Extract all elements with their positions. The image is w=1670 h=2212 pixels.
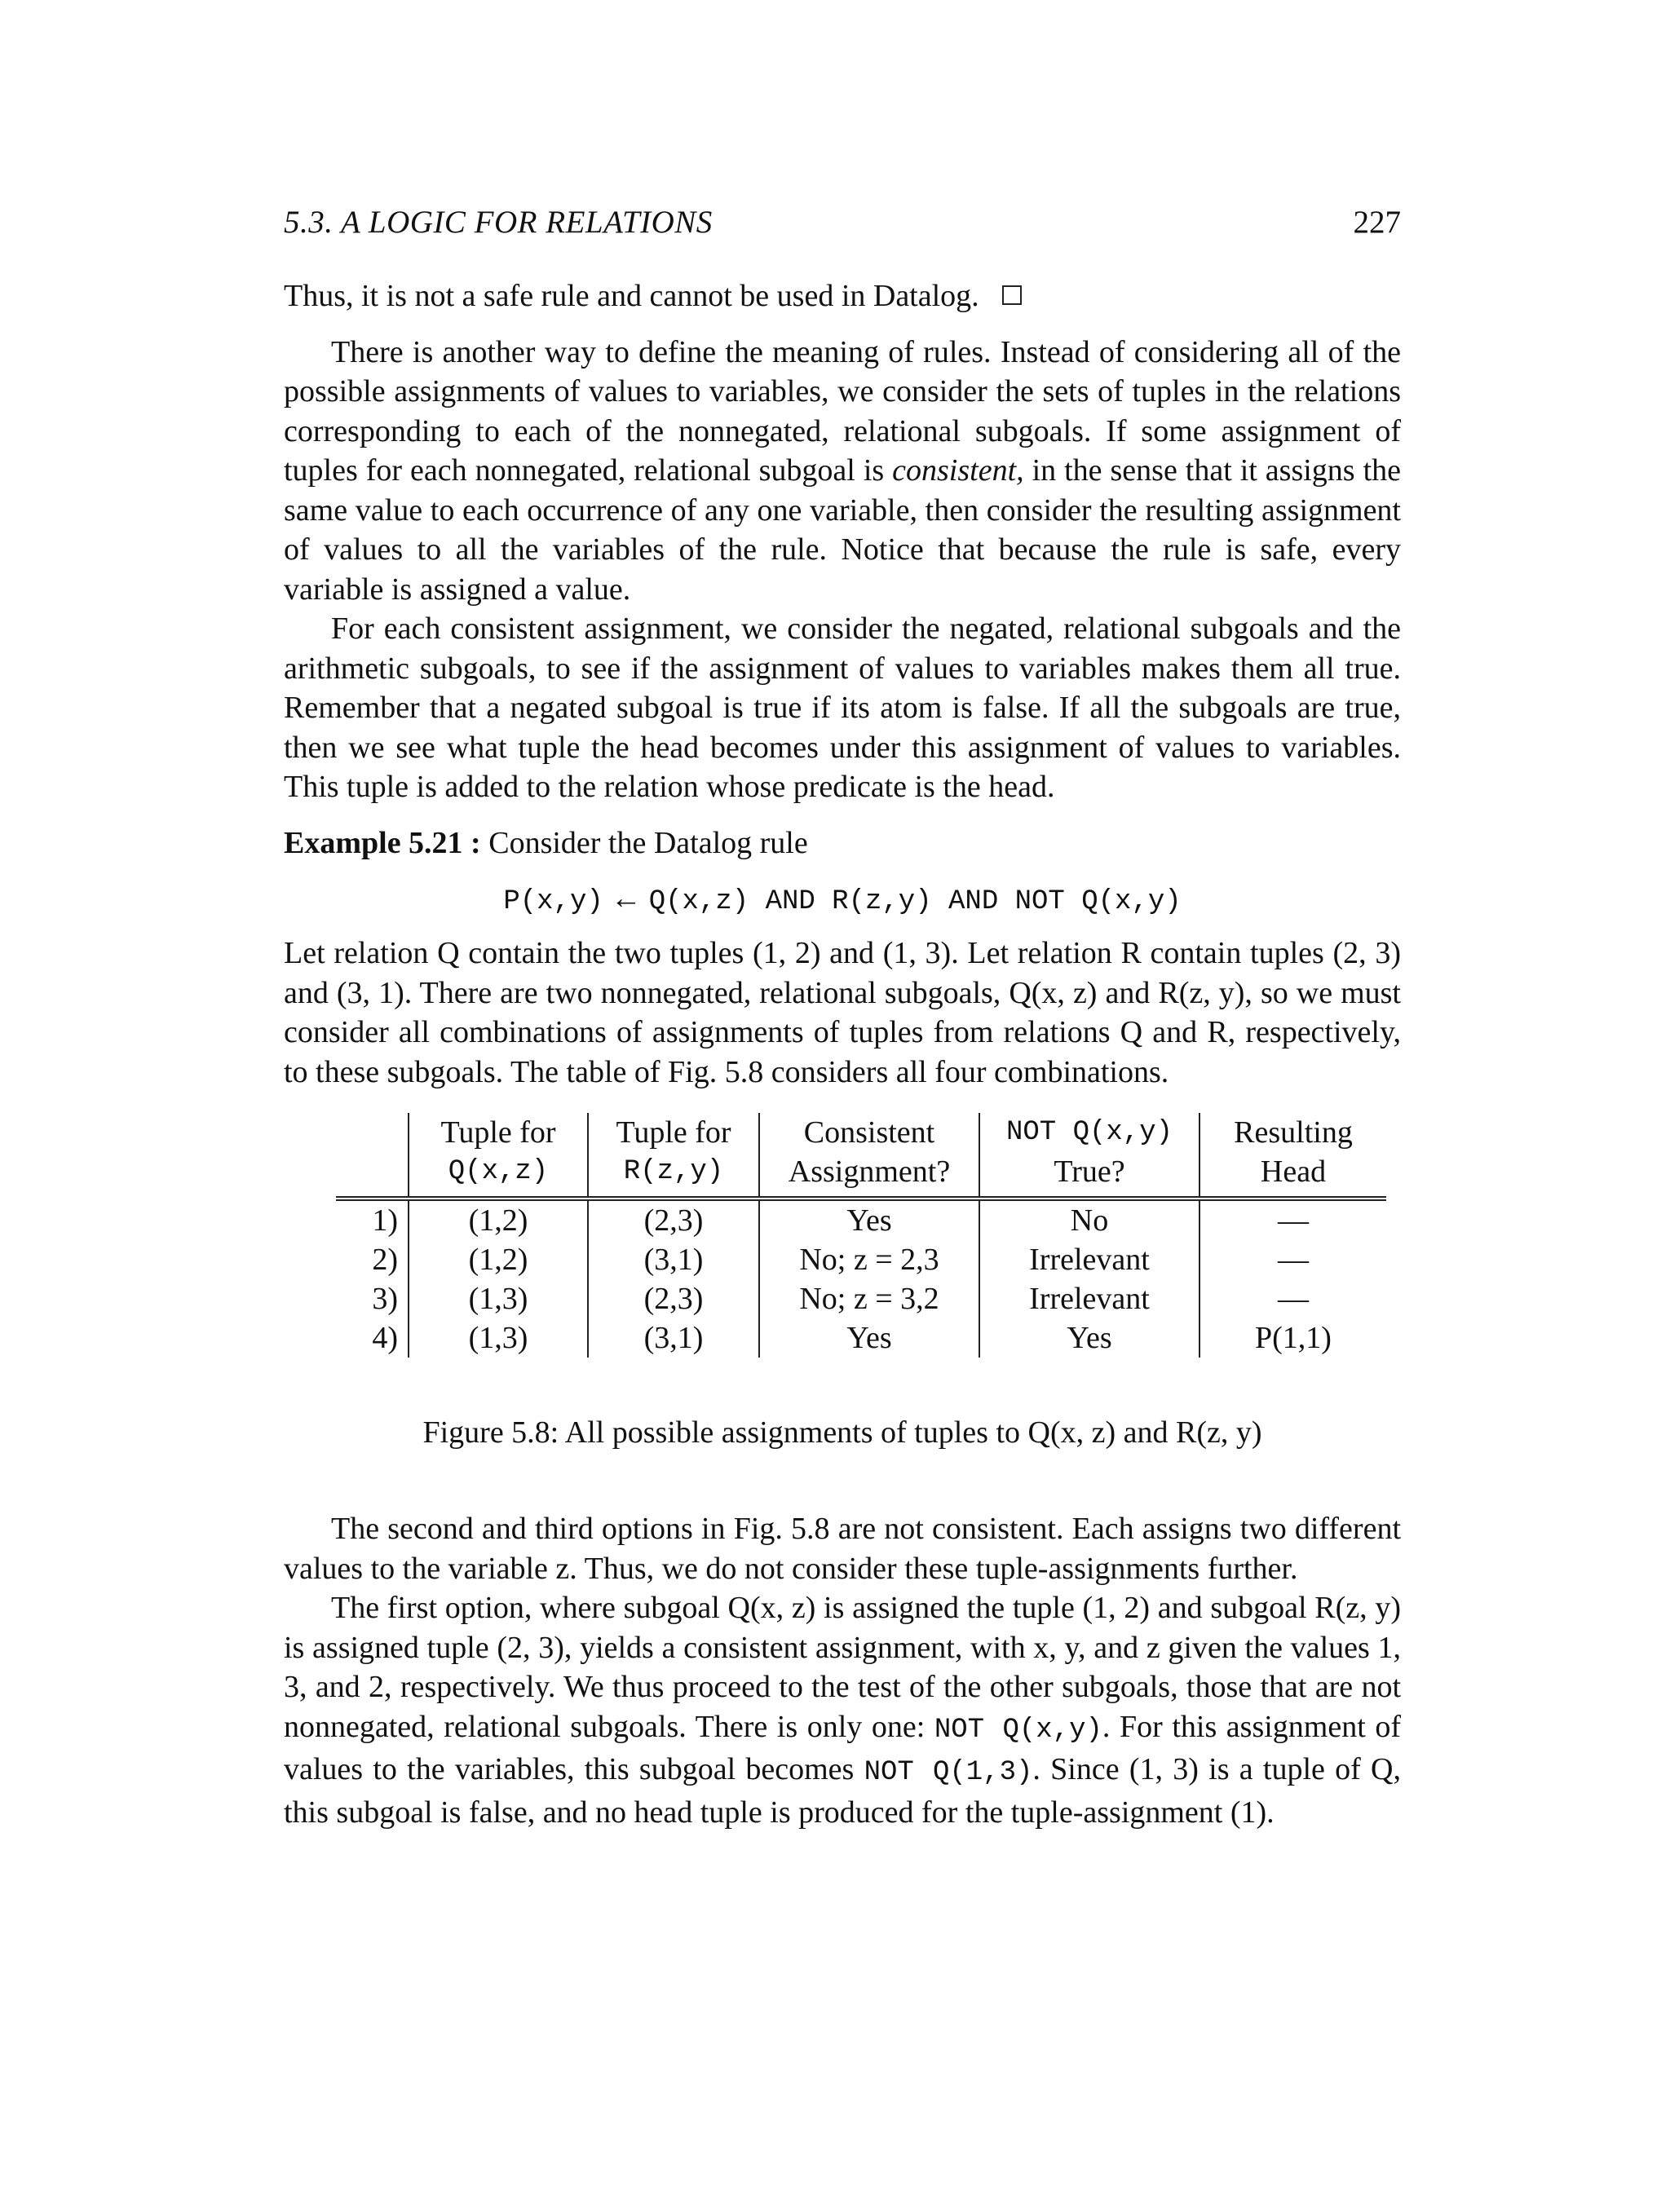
- table-row: 4) (1,3) (3,1) Yes Yes P(1,1): [336, 1318, 1386, 1358]
- page: [284, 204, 1401, 1832]
- section-title: 5.3. A LOGIC FOR RELATIONS: [284, 205, 713, 240]
- left-arrow-icon: ←: [610, 881, 642, 916]
- table-row: 1) (1,2) (2,3) Yes No —: [336, 1199, 1386, 1240]
- table-row: 2) (1,2) (3,1) No; z = 2,3 Irrelevant —: [336, 1240, 1386, 1279]
- figure-table: [336, 1113, 1401, 1358]
- paragraph-5: The second and third options in Fig. 5.8 are not consistent. Each assigns two different values to the variable z. Thus, we do not consider these tuple-assignments further.: [284, 1512, 1401, 1586]
- paragraph-6: The first option, where subgoal Q(x, z) is assigned the tuple (1, 2) and subgoal R(z, y) is assigned tuple (2, 3), yields a consistent assignment, with x, y, and z given the values 1, 3, and 2, respectively. We thus proceed to the test of the other subgoals, those that are not nonnegated, relational subgoals. There is only one: NOT Q(x,y). For this assignment of values to the variables, this subgoal becomes NOT Q(1,3). Since (1, 3) is a tuple of Q, this subgoal is false, and no head tuple is produced for the tuple-assignment (1).: [284, 1591, 1401, 1830]
- table-header-row: Q(x,z) R(z,y) Assignment? True? Head: [336, 1152, 1386, 1199]
- datalog-rule: P(x,y) ← Q(x,z) AND R(z,y) AND NOT Q(x,y): [503, 881, 1182, 917]
- table-header-row: Tuple for Tuple for Consistent NOT Q(x,y) Resulting: [336, 1113, 1386, 1152]
- table-row: 3) (1,3) (2,3) No; z = 3,2 Irrelevant —: [336, 1279, 1386, 1318]
- paragraph-4: Let relation Q contain the two tuples (1, 2) and (1, 3). Let relation R contain tuples (2, 3) and (3, 1). There are two nonnegated, relational subgoals, Q(x, z) and R(z, y), so we must consider all combinations of assignments of tuples from relations Q and R, respectively, to these subgoals. The table of Fig. 5.8 considers all four combinations.: [284, 936, 1401, 1089]
- paragraph-1: Thus, it is not a safe rule and cannot be used in Datalog.: [284, 276, 1401, 316]
- example-heading: Example 5.21 : Consider the Datalog rule: [284, 825, 808, 860]
- end-of-proof-icon: [1002, 285, 1022, 305]
- figure-caption: Figure 5.8: All possible assignments of tuples to Q(x, z) and R(z, y): [422, 1415, 1262, 1450]
- paragraph-3: For each consistent assignment, we consider the negated, relational subgoals and the arithmetic subgoals, to see if the assignment of values to variables makes them all true. Remember that a negated subgoal is true if its atom is false. If all the subgoals are true, then we see what tuple the head becomes under this assignment of values to variables. This tuple is added to the relation whose predicate is the head.: [284, 612, 1401, 804]
- running-head: [284, 204, 1401, 241]
- page-number: 227: [1353, 205, 1401, 240]
- paragraph-2: There is another way to define the meaning of rules. Instead of considering all of the possible assignments of values to variables, we consider the sets of tuples in the relations corresponding to each of the nonnegated, relational subgoals. If some assignment of tuples for each nonnegated, relational subgoal is consistent, in the sense that it assigns the same value to each occurrence of any one variable, then consider the resulting assignment of values to all the variables of the rule. Notice that because the rule is safe, every variable is assigned a value.: [284, 334, 1401, 607]
